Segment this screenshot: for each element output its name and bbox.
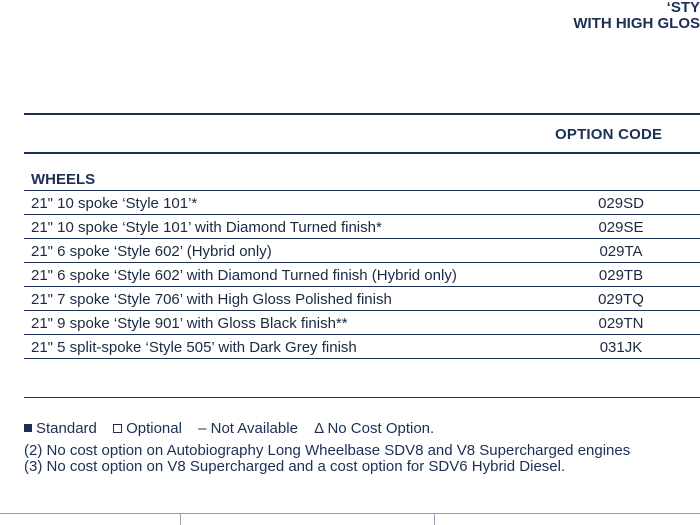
open-square-icon	[113, 424, 122, 433]
page-title-line-2: WITH HIGH GLOS	[573, 15, 700, 32]
section-title-wheels: WHEELS	[31, 171, 96, 188]
table-row	[24, 238, 700, 262]
legend-optional: Optional	[113, 420, 186, 437]
footer-divider-tick	[180, 513, 181, 525]
row-description: 21" 10 spoke ‘Style 101’ with Diamond Turned finish*	[31, 219, 382, 236]
delta-icon: Δ	[314, 420, 324, 437]
legend	[24, 420, 446, 437]
legend-standard: Standard	[24, 420, 101, 437]
row-option-code: 029TN	[598, 315, 644, 332]
table-row	[24, 214, 700, 238]
row-description: 21" 6 spoke ‘Style 602’ with Diamond Turned finish (Hybrid only)	[31, 267, 457, 284]
row-option-code: 029SD	[598, 195, 644, 212]
legend-not-available: – Not Available	[198, 420, 298, 437]
footnote-2: (2) No cost option on Autobiography Long Wheelbase SDV8 and V8 Supercharged engines	[24, 442, 631, 459]
row-option-code: 029TQ	[598, 291, 644, 308]
row-description: 21" 5 split-spoke ‘Style 505’ with Dark Grey finish	[31, 339, 357, 356]
table-bottom-rule	[24, 397, 700, 398]
footer-divider-tick	[434, 513, 435, 525]
row-option-code: 031JK	[599, 339, 643, 356]
footer-divider	[0, 513, 700, 514]
table-row	[24, 262, 700, 286]
legend-no-cost: Δ No Cost Option.	[314, 420, 435, 437]
filled-square-icon	[24, 424, 32, 432]
row-description: 21" 9 spoke ‘Style 901’ with Gloss Black finish**	[31, 315, 348, 332]
row-option-code: 029SE	[598, 219, 644, 236]
header-bottom-rule	[24, 152, 700, 154]
table-row	[24, 334, 700, 359]
option-code-header: OPTION CODE	[555, 126, 663, 143]
table-row	[24, 310, 700, 334]
page-title	[573, 0, 700, 32]
row-option-code: 029TB	[598, 267, 644, 284]
footnote-3: (3) No cost option on V8 Supercharged and a cost option for SDV6 Hybrid Diesel.	[24, 458, 566, 475]
row-description: 21" 10 spoke ‘Style 101’*	[31, 195, 198, 212]
row-description: 21" 7 spoke ‘Style 706’ with High Gloss Polished finish	[31, 291, 392, 308]
row-description: 21" 6 spoke ‘Style 602’ (Hybrid only)	[31, 243, 272, 260]
page-title-line-1: ‘STY	[666, 0, 700, 16]
dash-icon: –	[198, 420, 207, 437]
table-top-rule	[24, 113, 700, 115]
footnotes	[24, 443, 630, 475]
wheels-table	[24, 190, 700, 359]
table-row	[24, 286, 700, 310]
row-option-code: 029TA	[599, 243, 643, 260]
table-row	[24, 190, 700, 214]
